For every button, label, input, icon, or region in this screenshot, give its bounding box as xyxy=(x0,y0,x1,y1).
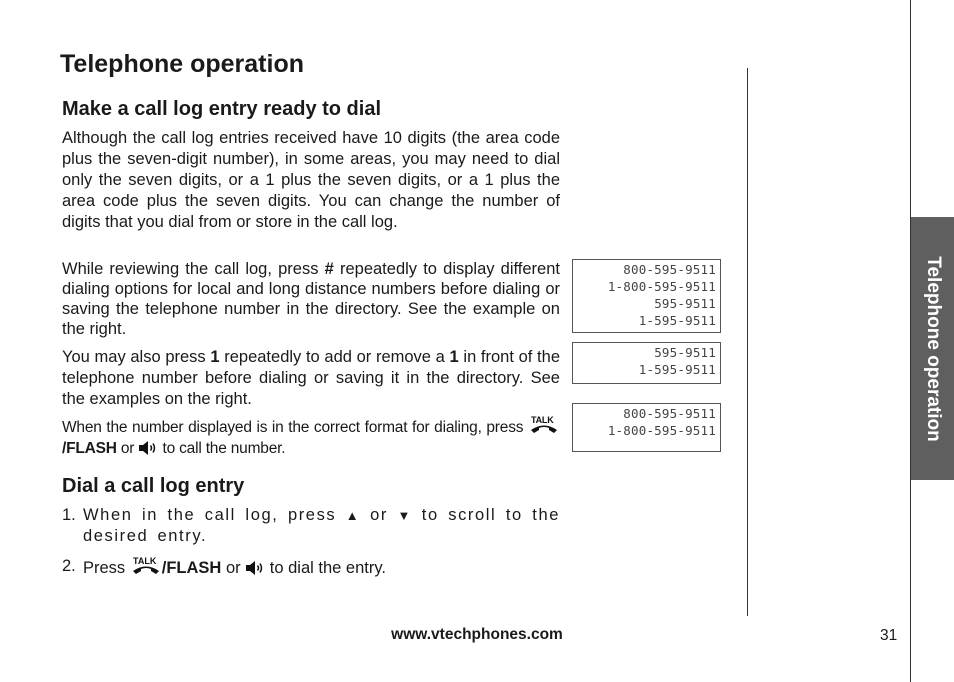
lcd-line: 1-800-595-9511 xyxy=(607,423,716,438)
speaker-icon xyxy=(245,560,265,576)
lcd-line: 1-800-595-9511 xyxy=(607,279,716,294)
talk-phone-icon xyxy=(130,556,162,576)
lcd-display-example-3 xyxy=(572,403,721,452)
page-title: Telephone operation xyxy=(60,50,304,78)
lcd-line: 1-595-9511 xyxy=(638,313,716,328)
speaker-icon xyxy=(138,440,158,456)
list-item-step-1 xyxy=(62,505,560,547)
svg-text:TALK: TALK xyxy=(531,415,554,425)
hash-key: # xyxy=(324,260,334,278)
paragraph-call-number: When the number displayed is in the correct format for dialing, press TALK /FLASH or to call the number. xyxy=(62,415,560,459)
lcd-display-example-2 xyxy=(572,342,721,384)
section-title-dial-entry: Dial a call log entry xyxy=(62,475,245,497)
page-number: 31 xyxy=(880,627,898,644)
one-key-2: 1 xyxy=(449,348,459,366)
flash-key-label: /FLASH xyxy=(62,440,117,457)
lcd-line: 595-9511 xyxy=(654,296,716,311)
step-number: 2. xyxy=(62,557,76,575)
one-key: 1 xyxy=(210,348,220,366)
lcd-line: 800-595-9511 xyxy=(623,406,716,421)
step-text: When in the call log, press ▲ or ▼ to scroll to the desired entry. xyxy=(83,506,561,545)
paragraph-hash-key: While reviewing the call log, press # repeatedly to display different dialing options for local and long distance numbers before dialing or saving the telephone number in the directory. See the example on the right. xyxy=(62,260,560,338)
paragraph-one-key: You may also press 1 repeatedly to add or remove a 1 in front of the telephone number before dialing or saving it in the directory. See the examples on the right. xyxy=(62,348,560,408)
step-text: Press TALK /FLASH or to dial the entry. xyxy=(83,556,386,577)
talk-phone-icon xyxy=(528,415,560,435)
step-number: 1. xyxy=(62,506,76,524)
footer-url: www.vtechphones.com xyxy=(391,626,563,643)
paragraph-intro: Although the call log entries received have 10 digits (the area code plus the seven-digit number), in some areas, you may need to dial only the seven digits, or a 1 plus the seven digits, or a 1 plus the area code plus the seven digits. You can change the number of digits that you dial from or store in the call log. xyxy=(62,129,560,231)
section-title-ready-to-dial: Make a call log entry ready to dial xyxy=(62,98,382,120)
up-arrow-icon: ▲ xyxy=(345,508,361,523)
lcd-line: 1-595-9511 xyxy=(638,362,716,377)
flash-key-label: /FLASH xyxy=(161,559,222,577)
down-arrow-icon: ▼ xyxy=(397,508,413,523)
lcd-line: 595-9511 xyxy=(654,345,716,360)
lcd-display-example-1 xyxy=(572,259,721,333)
side-tab-label: Telephone operation xyxy=(922,255,944,442)
lcd-line: 800-595-9511 xyxy=(623,262,716,277)
column-divider xyxy=(747,68,748,616)
side-tab xyxy=(911,217,954,480)
list-item-step-2 xyxy=(62,556,560,579)
svg-text:TALK: TALK xyxy=(132,556,157,566)
